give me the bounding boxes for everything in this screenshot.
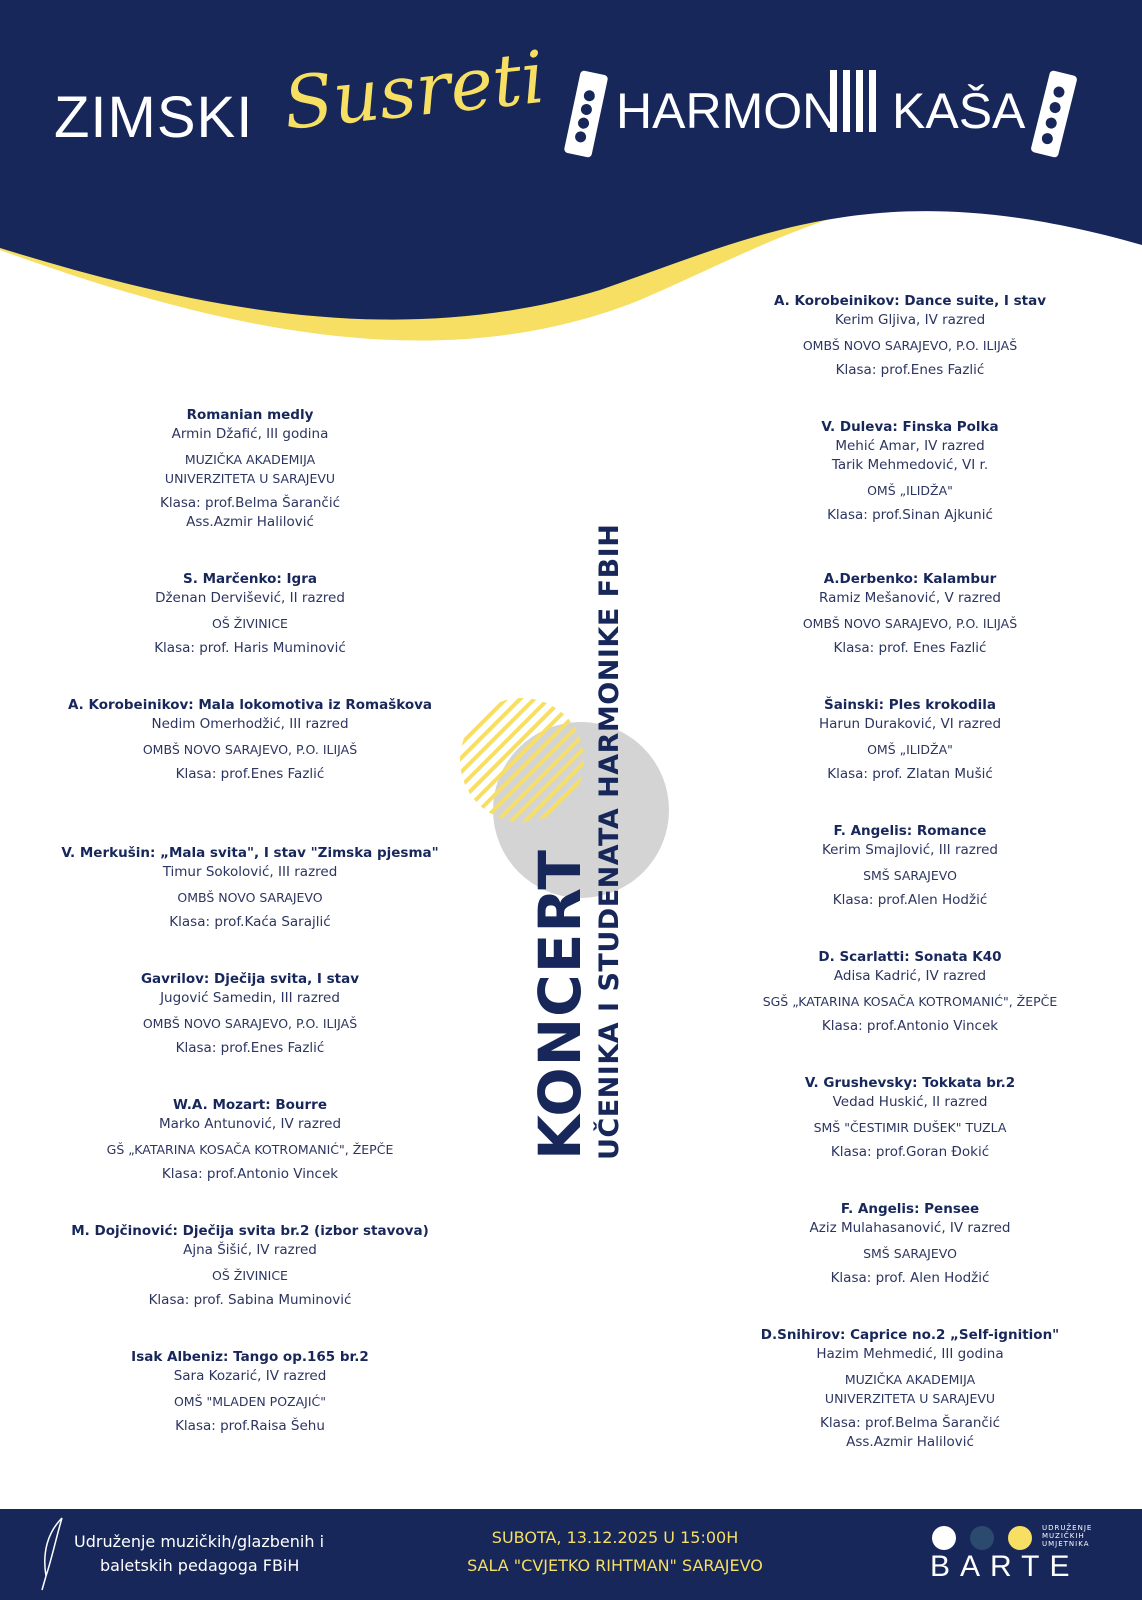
piece-title: A.Derbenko: Kalambur (823, 571, 997, 587)
performer: Adisa Kadrić, IV razred (833, 968, 987, 984)
program-item (740, 418, 1080, 525)
program-item (60, 844, 440, 932)
teacher-class: Klasa: prof. Enes Fazlić (833, 640, 987, 656)
piece-title: A. Korobeinikov: Mala lokomotiva iz Romaškova (67, 697, 433, 713)
piece-title: W.A. Mozart: Bourre (173, 1097, 327, 1113)
school: SMŠ SARAJEVO (863, 868, 957, 883)
performer: Jugović Samedin, III razred (160, 990, 340, 1006)
performer: Aziz Mulahasanović, IV razred (809, 1220, 1011, 1236)
performer: Dženan Dervišević, II razred (155, 590, 345, 606)
piece-title: A. Korobeinikov: Dance suite, I stav (773, 293, 1047, 309)
feather-pen-icon (34, 1514, 70, 1594)
performer: Ajna Šišić, IV razred (183, 1242, 317, 1258)
piece-title: Isak Albeniz: Tango op.165 br.2 (131, 1349, 369, 1365)
teacher-class: Klasa: prof.Enes Fazlić (835, 362, 985, 378)
program-item (60, 1222, 440, 1310)
teacher-class: Klasa: prof. Sabina Muminović (148, 1292, 352, 1308)
logo-bar-4 (869, 70, 876, 132)
piece-title: Gavrilov: Dječija svita, I stav (140, 971, 360, 987)
teacher-class: Ass.Azmir Halilović (186, 514, 314, 530)
school: OMBŠ NOVO SARAJEVO, P.O. ILIJAŠ (802, 616, 1018, 631)
barte-wordmark: BARTE (930, 1550, 1080, 1583)
program-item (60, 1096, 440, 1184)
program-item (60, 1348, 440, 1436)
header-kasa: KAŠA (892, 83, 1026, 139)
school: MUZIČKA AKADEMIJA (184, 452, 316, 467)
school: GŠ „KATARINA KOSAČA KOTROMANIĆ", ŽEPČE (106, 1142, 394, 1157)
piece-title: F. Angelis: Romance (833, 823, 987, 839)
teacher-class: Klasa: prof.Enes Fazlić (175, 1040, 325, 1056)
barte-dots-logo (930, 1524, 1036, 1552)
teacher-class: Klasa: prof.Goran Đokić (830, 1144, 990, 1160)
program-item (740, 1074, 1080, 1162)
footer-venue: SALA "CVJETKO RIHTMAN" SARAJEVO (467, 1556, 763, 1575)
teacher-class: Klasa: prof.Antonio Vincek (161, 1166, 339, 1182)
performer: Mehić Amar, IV razred (835, 438, 985, 454)
program-item (740, 1326, 1080, 1452)
footer-org-line1: Udruženje muzičkih/glazbenih i (74, 1532, 325, 1551)
teacher-class: Klasa: prof. Zlatan Mušić (827, 766, 993, 782)
program-item (60, 570, 440, 658)
teacher-class: Klasa: prof.Raisa Šehu (175, 1418, 325, 1434)
teacher-class: Klasa: prof.Alen Hodžić (832, 892, 988, 908)
program-item (740, 1200, 1080, 1288)
performer: Kerim Smajlović, III razred (821, 842, 998, 858)
piece-title: Šainski: Ples krokodila (823, 697, 997, 713)
teacher-class: Ass.Azmir Halilović (846, 1434, 974, 1450)
header-navy-band (0, 0, 1142, 320)
performer: Sara Kozarić, IV razred (173, 1368, 327, 1384)
title-subtitle: UČENIKA I STUDENATA HARMONIKE FBIH (594, 523, 625, 1160)
performer: Tarik Mehmedović, VI r. (831, 457, 989, 473)
piece-title: V. Merkušin: „Mala svita", I stav "Zimska pjesma" (61, 845, 439, 861)
piece-title: Romanian medly (186, 407, 314, 423)
program-item (60, 406, 440, 532)
teacher-class: Klasa: prof.Antonio Vincek (821, 1018, 999, 1034)
school: UNIVERZITETA U SARAJEVU (164, 471, 336, 486)
program-item (740, 696, 1080, 784)
performer: Armin Džafić, III godina (171, 426, 329, 442)
logo-bar-3 (856, 70, 863, 132)
school: OMBŠ NOVO SARAJEVO, P.O. ILIJAŠ (142, 1016, 358, 1031)
program-item (60, 970, 440, 1058)
teacher-class: Klasa: prof. Haris Muminović (154, 640, 346, 656)
performer: Vedad Huskić, II razred (832, 1094, 988, 1110)
header-harmon: HARMON (616, 83, 839, 139)
performer: Marko Antunović, IV razred (158, 1116, 342, 1132)
performer: Timur Sokolović, III razred (162, 864, 338, 880)
school: MUZIČKA AKADEMIJA (844, 1372, 976, 1387)
title-koncert: KONCERT (526, 849, 594, 1160)
program-item (740, 948, 1080, 1036)
footer-date: SUBOTA, 13.12.2025 U 15:00H (491, 1528, 739, 1547)
teacher-class: Klasa: prof.Sinan Ajkunić (827, 507, 993, 523)
teacher-class: Klasa: prof.Kaća Sarajlić (169, 914, 331, 930)
teacher-class: Klasa: prof.Belma Šarančić (159, 495, 340, 511)
school: UNIVERZITETA U SARAJEVU (824, 1391, 996, 1406)
performer: Harun Duraković, VI razred (818, 716, 1002, 732)
piece-title: V. Grushevsky: Tokkata br.2 (804, 1075, 1016, 1091)
teacher-class: Klasa: prof. Alen Hodžić (830, 1270, 990, 1286)
school: OŠ ŽIVINICE (212, 1268, 288, 1283)
school: OMŠ „ILIDŽA" (867, 483, 953, 498)
performer: Hazim Mehmedić, III godina (816, 1346, 1004, 1362)
program-item (60, 696, 440, 784)
school: OMŠ "MLADEN POZAJIĆ" (173, 1394, 327, 1409)
header-susreti: Susreti (279, 34, 549, 146)
school: OMBŠ NOVO SARAJEVO, P.O. ILIJAŠ (142, 742, 358, 757)
program-item (740, 292, 1080, 380)
piece-title: S. Marčenko: Igra (183, 571, 317, 587)
logo-bar-2 (843, 70, 850, 132)
school: OMŠ „ILIDŽA" (867, 742, 953, 757)
footer-org-line2: baletskih pedagoga FBiH (100, 1556, 300, 1575)
piece-title: D. Scarlatti: Sonata K40 (818, 949, 1002, 965)
school: SMŠ "ČESTIMIR DUŠEK" TUZLA (813, 1120, 1007, 1135)
school: OMBŠ NOVO SARAJEVO, P.O. ILIJAŠ (802, 338, 1018, 353)
barte-tagline: UDRUŽENJE MUZIČKIH UMJETNIKA (1042, 1524, 1093, 1548)
piece-title: F. Angelis: Pensee (840, 1201, 980, 1217)
teacher-class: Klasa: prof.Enes Fazlić (175, 766, 325, 782)
performer: Nedim Omerhodžić, III razred (151, 716, 349, 732)
piece-title: V. Duleva: Finska Polka (821, 419, 999, 435)
header-zimski: ZIMSKI (54, 85, 254, 150)
school: SMŠ SARAJEVO (863, 1246, 957, 1261)
piece-title: M. Dojčinović: Dječija svita br.2 (izbor stavova) (71, 1223, 429, 1239)
performer: Ramiz Mešanović, V razred (818, 590, 1002, 606)
school: SGŠ „KATARINA KOSAČA KOTROMANIĆ", ŽEPČE (762, 994, 1058, 1009)
teacher-class: Klasa: prof.Belma Šarančić (819, 1415, 1000, 1431)
school: OMBŠ NOVO SARAJEVO (177, 890, 323, 905)
school: OŠ ŽIVINICE (212, 616, 288, 631)
program-item (740, 822, 1080, 910)
performer: Kerim Gljiva, IV razred (834, 312, 986, 328)
piece-title: D.Snihirov: Caprice no.2 „Self-ignition" (760, 1327, 1060, 1343)
program-item (740, 570, 1080, 658)
